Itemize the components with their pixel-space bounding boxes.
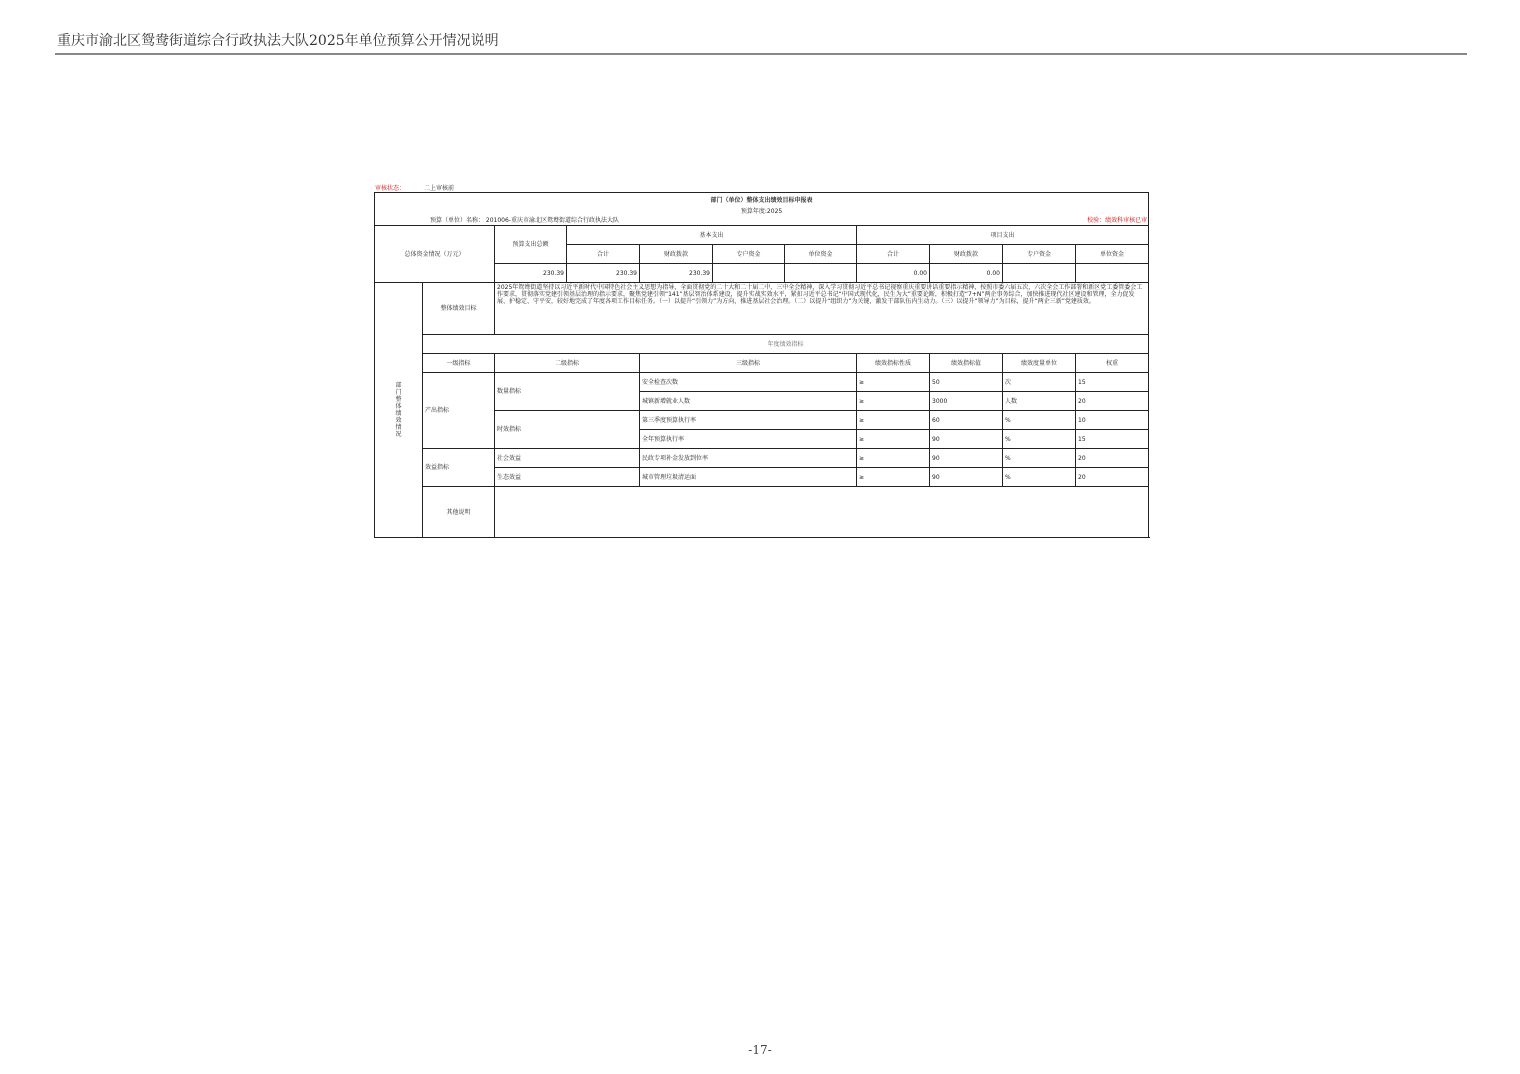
- project-fiscal-value: 0.00: [930, 264, 1003, 283]
- table-row-l2: 生态效益: [495, 468, 640, 487]
- budget-total-label: 预算支出总额: [495, 226, 567, 264]
- table-row-l3: 第三季度预算执行率: [640, 411, 857, 430]
- table-row-value: 90: [930, 468, 1003, 487]
- basic-total-header: 合计: [567, 245, 640, 264]
- table-row-unit: 人数: [1003, 392, 1076, 411]
- col-nature: 绩效指标性质: [857, 354, 930, 373]
- table-row-l2: 数量指标: [495, 373, 640, 411]
- project-total-header: 合计: [857, 245, 930, 264]
- col-level3: 三级指标: [640, 354, 857, 373]
- section-label-text: 部门整体绩效情况: [395, 382, 402, 438]
- project-unit-value: [1076, 264, 1149, 283]
- validation-note: 校验：绩效科审核已审: [1087, 217, 1148, 224]
- table-row-unit: %: [1003, 449, 1076, 468]
- performance-table: [374, 192, 1149, 538]
- basic-fiscal-value: 230.39: [640, 264, 713, 283]
- basic-special-value: [713, 264, 785, 283]
- table-row-l3: 安全检查次数: [640, 373, 857, 392]
- project-total-value: 0.00: [857, 264, 930, 283]
- table-row-l3: 城镇新增就业人数: [640, 392, 857, 411]
- funds-row-label: 总体资金情况（万元）: [375, 226, 495, 283]
- table-row-unit: %: [1003, 430, 1076, 449]
- performance-form: [374, 183, 1148, 538]
- col-weight: 权重: [1076, 354, 1149, 373]
- table-row-l3: 全年预算执行率: [640, 430, 857, 449]
- header-rule: [55, 53, 1467, 55]
- form-title: 部门（单位）整体支出绩效目标申报表: [375, 193, 1149, 208]
- table-row-nature: ≥: [857, 411, 930, 430]
- table-row-weight: 15: [1076, 373, 1149, 392]
- table-row-value: 90: [930, 449, 1003, 468]
- table-row-unit: %: [1003, 411, 1076, 430]
- basic-fiscal-header: 财政拨款: [640, 245, 713, 264]
- page-header-title: 重庆市渝北区鸳鸯街道综合行政执法大队2025年单位预算公开情况说明: [57, 33, 499, 49]
- table-row-nature: ≥: [857, 430, 930, 449]
- unit-name: 预算（单位）名称： 201006-重庆市渝北区鸳鸯街道综合行政执法大队: [430, 217, 619, 224]
- col-level1: 一级指标: [423, 354, 495, 373]
- project-unit-header: 单位资金: [1076, 245, 1149, 264]
- project-expense-label: 项目支出: [857, 226, 1149, 245]
- budget-total-value: 230.39: [495, 264, 567, 283]
- table-row-unit: 次: [1003, 373, 1076, 392]
- unit-row: [375, 215, 1149, 226]
- table-row-nature: ≥: [857, 373, 930, 392]
- goal-label: 整体绩效目标: [423, 283, 495, 335]
- other-notes-label: 其他说明: [423, 487, 495, 538]
- basic-unit-header: 单位资金: [785, 245, 857, 264]
- table-row-l2: 社会效益: [495, 449, 640, 468]
- table-row-value: 90: [930, 430, 1003, 449]
- table-row-l3: 城市管理垃圾清运面: [640, 468, 857, 487]
- project-fiscal-header: 财政拨款: [930, 245, 1003, 264]
- basic-special-header: 专户资金: [713, 245, 785, 264]
- review-status-value: 二上审核前: [424, 185, 455, 192]
- budget-year: 预算年度:2025: [375, 207, 1149, 215]
- table-row-value: 60: [930, 411, 1003, 430]
- table-row-nature: ≥: [857, 392, 930, 411]
- basic-total-value: 230.39: [567, 264, 640, 283]
- table-row-unit: %: [1003, 468, 1076, 487]
- table-row-weight: 15: [1076, 430, 1149, 449]
- table-row-nature: ≥: [857, 468, 930, 487]
- table-row-weight: 10: [1076, 411, 1149, 430]
- other-notes-content: [495, 487, 1149, 538]
- table-row-weight: 20: [1076, 468, 1149, 487]
- basic-unit-value: [785, 264, 857, 283]
- project-special-value: [1003, 264, 1076, 283]
- annual-indicators-title: 年度绩效指标: [423, 335, 1149, 354]
- goal-text: 2025年鸳鸯街道坚持以习近平新时代中国特色社会主义思想为指导，全面贯彻党的二十大和二十届二中、三中全会精神，深入学习贯彻习近平总书记视察重庆重要讲话重要指示精神，按照市委六届五次、六次全会工作部署和新区党工委管委会工作要求，贯彻落实党建引领基层治理的指示要求，聚焦党建引领“141”基层智治体系建设，提升实战实效水平，紧扣习近平总书记“中国式现代化，民生为大”重要论断，积极打造“7+N”两企事务综合，加快推进现代社区建设和管理，全力促发展、护稳定、守平安，较好地完成了年度各项工作目标任务。（一）以提升“引领力”为方向，推进基层社会治理。（二）以提升“组织力”为关键，激发干部队伍内生动力。（三）以提升“领导力”为目标，提升“两企三新”党建质效。: [495, 283, 1149, 335]
- table-row-l3: 民政专项补金发放到位率: [640, 449, 857, 468]
- col-level2: 二级指标: [495, 354, 640, 373]
- table-row-nature: ≥: [857, 449, 930, 468]
- table-row-value: 50: [930, 373, 1003, 392]
- table-row-l1: 产出指标: [423, 373, 495, 449]
- table-row-l1: 效益指标: [423, 449, 495, 487]
- col-value: 绩效指标值: [930, 354, 1003, 373]
- review-status-label: 审核状态：: [375, 185, 406, 192]
- project-special-header: 专户资金: [1003, 245, 1076, 264]
- table-row-l2: 时效指标: [495, 411, 640, 449]
- review-status-line: [374, 183, 1148, 192]
- table-row-weight: 20: [1076, 392, 1149, 411]
- basic-expense-label: 基本支出: [567, 226, 857, 245]
- page-number: -17-: [748, 1043, 772, 1057]
- table-row-weight: 20: [1076, 449, 1149, 468]
- section-label: [375, 283, 423, 538]
- col-unit: 绩效度量单位: [1003, 354, 1076, 373]
- table-row-value: 3000: [930, 392, 1003, 411]
